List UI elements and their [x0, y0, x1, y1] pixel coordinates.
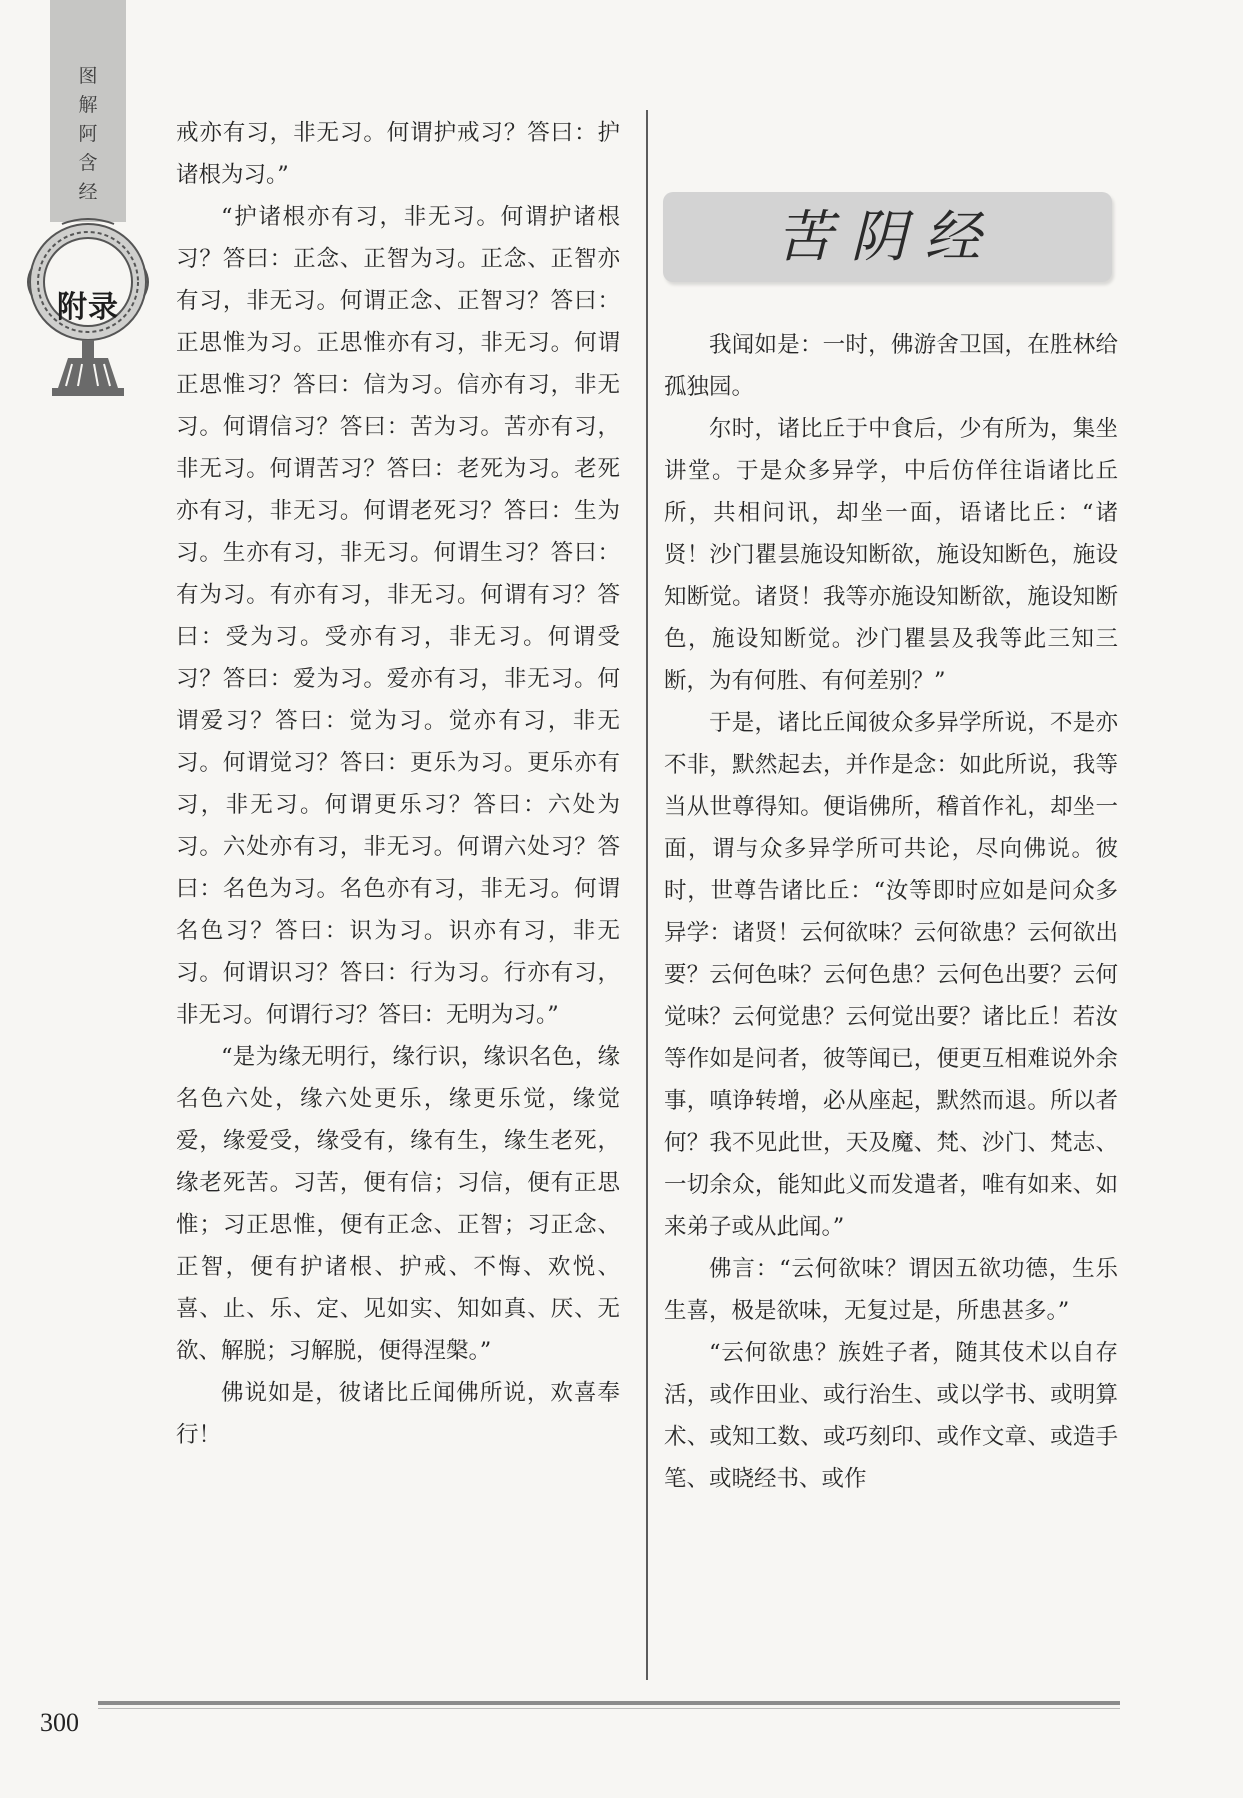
- paragraph: “云何欲患？族姓子者，随其伎术以自存活，或作田业、或行治生、或以学书、或明算术、或知工数、或巧刻印、或作文章、或造手笔、或晓经书、或作: [664, 1340, 1118, 1492]
- paragraph: 我闻如是：一时，佛游舍卫国，在胜林给孤独园。: [664, 332, 1118, 400]
- footer-rule-thin: [98, 1708, 1120, 1709]
- paragraph: “护诸根亦有习，非无习。何谓护诸根习？答曰：正念、正智为习。正念、正智亦有习，非无习。何谓正念、正智习？答曰：正思惟为习。正思惟亦有习，非无习。何谓正思惟习？答曰：信为习。信亦有习，非无习。何谓信习？答曰：苦为习。苦亦有习，非无习。何谓苦习？答曰：老死为习。老死亦有习，非无习。何谓老死习？答曰：生为习。生亦有习，非无习。何谓生习？答曰：有为习。有亦有习，非无习。何谓有习？答曰：受为习。受亦有习，非无习。何谓受习？答曰：爱为习。爱亦有习，非无习。何谓爱习？答曰：觉为习。觉亦有习，非无习。何谓觉习？答曰：更乐为习。更乐亦有习，非无习。何谓更乐习？答曰：六处为习。六处亦有习，非无习。何谓六处习？答曰：名色为习。名色亦有习，非无习。何谓名色习？答曰：识为习。识亦有习，非无习。何谓识习？答曰：行为习。行亦有习，非无习。何谓行习？答曰：无明为习。”: [176, 204, 620, 1028]
- right-column: [664, 324, 1118, 1500]
- paragraph: 于是，诸比丘闻彼众多异学所说，不是亦不非，默然起去，并作是念：如此所说，我等当从世尊得知。便诣佛所，稽首作礼，却坐一面，谓与众多异学所可共论，尽向佛说。彼时，世尊告诸比丘：“汝等即时应如是问众多异学：诸贤！云何欲味？云何欲患？云何欲出要？云何色味？云何色患？云何色出要？云何觉味？云何觉患？云何觉出要？诸比丘！若汝等作如是问者，彼等闻已，便更互相难说外余事，嗔诤转增，必从座起，默然而退。所以者何？我不见此世，天及魔、梵、沙门、梵志、一切余众，能知此义而发遣者，唯有如来、如来弟子或从此闻。”: [664, 710, 1118, 1240]
- left-column: [176, 112, 620, 1456]
- paragraph: 尔时，诸比丘于中食后，少有所为，集坐讲堂。于是众多异学，中后仿佯往诣诸比丘所，共相问讯，却坐一面，语诸比丘：“诸贤！沙门瞿昙施设知断欲，施设知断色，施设知断觉。诸贤！我等亦施设知断欲，施设知断色，施设知断觉。沙门瞿昙及我等此三知三断，为有何胜、有何差别？”: [664, 416, 1118, 694]
- paragraph: 佛说如是，彼诸比丘闻佛所说，欢喜奉行！: [176, 1380, 620, 1448]
- paragraph: 戒亦有习，非无习。何谓护戒习？答曰：护诸根为习。”: [176, 120, 620, 188]
- sutra-title: 苦阴经: [776, 205, 999, 270]
- paragraph: “是为缘无明行，缘行识，缘识名色，缘名色六处，缘六处更乐，缘更乐觉，缘觉爱，缘爱受，缘受有，缘有生，缘生老死，缘老死苦。习苦，便有信；习信，便有正思惟；习正思惟，便有正念、正智；习正念、正智，便有护诸根、护戒、不悔、欢悦、喜、止、乐、定、见如实、知如真、厌、无欲、解脱；习解脱，便得涅槃。”: [176, 1044, 620, 1364]
- book-series-title: [50, 62, 126, 207]
- series-char: 图: [78, 65, 98, 87]
- series-char: 阿: [78, 123, 98, 145]
- series-char: 解: [78, 94, 98, 116]
- series-char: 经: [78, 181, 98, 203]
- series-char: 含: [78, 152, 98, 174]
- column-divider: [646, 110, 648, 1680]
- page-number: 300: [40, 1708, 79, 1737]
- footer-rule: [98, 1701, 1120, 1705]
- paragraph: 佛言：“云何欲味？谓因五欲功德，生乐生喜，极是欲味，无复过是，所患甚多。”: [664, 1256, 1118, 1324]
- section-label: 附录: [57, 290, 119, 325]
